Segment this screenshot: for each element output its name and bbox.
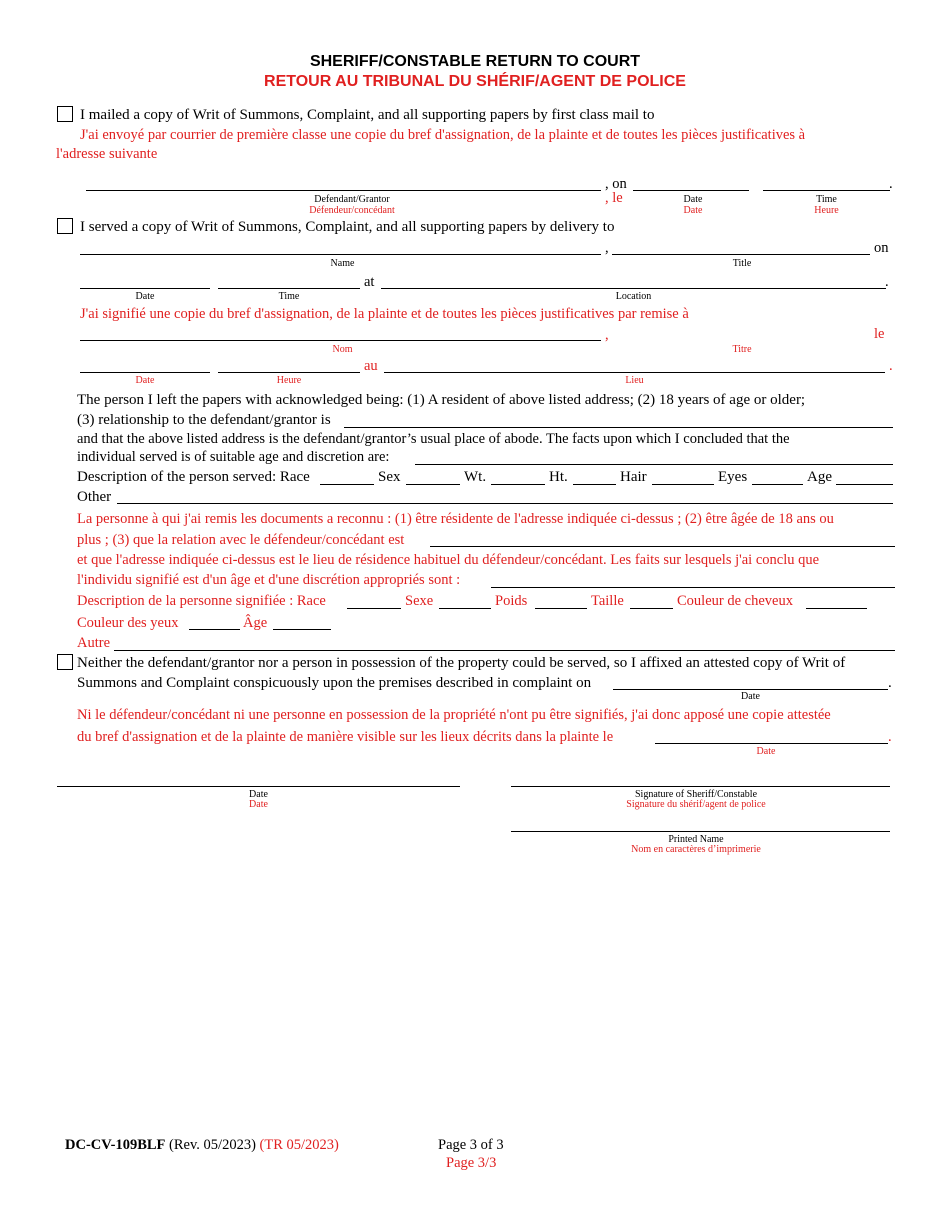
desc-race-label: Description of the person served: Race — [77, 469, 310, 485]
mail-date-caption: Date — [683, 194, 703, 205]
form-translation-revision: (TR 05/2023) — [259, 1137, 339, 1153]
other-label: Other — [77, 489, 112, 505]
facts-field[interactable] — [415, 464, 893, 465]
affixed-period: . — [888, 675, 892, 691]
delivery-time-caption-french: Heure — [276, 375, 302, 386]
mail-statement-french: J'ai envoyé par courrier de première classe une copie du bref d'assignation, de la plainte et de toutes les pièces justificatives à — [80, 127, 806, 143]
mail-time-field[interactable] — [763, 190, 890, 191]
sex-field[interactable] — [406, 484, 460, 485]
ack-line-1-french: La personne à qui j'ai remis les documents a reconnu : (1) être résidente de l'adresse indiquée ci-dessus ; (2) être âgée de 18 ans ou — [77, 511, 834, 527]
delivery-comma-french: , — [605, 327, 609, 343]
ack-line-1: The person I left the papers with acknowledged being: (1) A resident of above listed address; (2) 18 years of age or older; — [77, 392, 806, 408]
autre-label: Autre — [77, 635, 111, 651]
taille-label: Taille — [591, 593, 624, 609]
delivery-time-field[interactable] — [218, 288, 360, 289]
affixed-line-2-french: du bref d'assignation et de la plainte de manière visible sur les lieux décrits dans la plainte le — [77, 729, 614, 745]
race-field-french[interactable] — [347, 608, 401, 609]
affixed-period-french: . — [888, 729, 892, 745]
affixed-line-2: Summons and Complaint conspicuously upon the premises described in complaint on — [77, 675, 592, 691]
affixed-date-caption: Date — [741, 691, 760, 702]
delivery-checkbox[interactable] — [57, 218, 73, 234]
form-id: DC-CV-109BLF — [65, 1137, 166, 1153]
mail-time-caption-french: Heure — [814, 205, 839, 216]
printed-name-caption: Printed Name — [668, 834, 724, 845]
cheveux-field[interactable] — [806, 608, 867, 609]
mail-date-caption-french: Date — [683, 205, 703, 216]
autre-field[interactable] — [114, 650, 895, 651]
delivery-period: . — [885, 274, 889, 290]
title-caption: Title — [732, 258, 752, 269]
delivery-location-field-french[interactable] — [384, 372, 885, 373]
affixed-date-caption-french: Date — [756, 746, 776, 757]
ht-field[interactable] — [573, 484, 616, 485]
delivery-date-caption-french: Date — [135, 375, 155, 386]
race-field[interactable] — [320, 484, 374, 485]
age-field-french[interactable] — [273, 629, 331, 630]
delivery-statement: I served a copy of Writ of Summons, Complaint, and all supporting papers by delivery to — [80, 219, 615, 235]
delivery-period-french: . — [889, 358, 893, 374]
page-number-french: Page 3/3 — [446, 1155, 497, 1171]
served-title-field[interactable] — [612, 254, 870, 255]
defendant-caption-french: Défendeur/concédant — [309, 205, 395, 216]
printed-name-caption-french: Nom en caractères d’imprimerie — [631, 844, 761, 855]
taille-field[interactable] — [630, 608, 673, 609]
relationship-field-french[interactable] — [430, 546, 895, 547]
affixed-date-field-french[interactable] — [655, 743, 888, 744]
delivery-le-label: le — [874, 326, 885, 342]
mail-period: . — [889, 176, 893, 192]
yeux-label: Couleur des yeux — [77, 615, 179, 631]
poids-field[interactable] — [535, 608, 587, 609]
ack-line-2: (3) relationship to the defendant/grantor is — [77, 412, 331, 428]
delivery-date-field[interactable] — [80, 288, 210, 289]
delivery-time-caption: Time — [278, 291, 300, 302]
cheveux-label: Couleur de cheveux — [677, 593, 793, 609]
delivery-comma: , — [605, 240, 609, 256]
delivery-statement-french: J'ai signifié une copie du bref d'assignation, de la plainte et de toutes les pièces justificatives par remise à — [80, 306, 689, 322]
defendant-caption: Defendant/Grantor — [314, 194, 390, 205]
delivery-location-caption-french: Lieu — [625, 375, 644, 386]
served-name-field[interactable] — [80, 254, 601, 255]
mail-le-label: , le — [605, 190, 623, 206]
sheriff-signature-field[interactable] — [511, 786, 890, 787]
ack-line-3-french: et que l'adresse indiquée ci-dessus est le lieu de résidence habituel du défendeur/concédant. Les faits sur lesquels j'ai conclu que — [77, 552, 820, 568]
mail-on-label: , on — [605, 176, 627, 192]
printed-name-field[interactable] — [511, 831, 890, 832]
delivery-date-caption: Date — [135, 291, 155, 302]
form-title-french: RETOUR AU TRIBUNAL DU SHÉRIF/AGENT DE POLICE — [264, 73, 686, 90]
poids-label: Poids — [495, 593, 528, 609]
defendant-field[interactable] — [86, 190, 601, 191]
signature-date-caption: Date — [249, 789, 268, 800]
mail-checkbox[interactable] — [57, 106, 73, 122]
signature-date-caption-french: Date — [249, 799, 268, 810]
ack-line-3: and that the above listed address is the defendant/grantor’s usual place of abode. The facts upon which I concluded that the — [77, 431, 790, 447]
wt-field[interactable] — [491, 484, 545, 485]
footer-form-info — [65, 1137, 339, 1154]
name-caption-french: Nom — [332, 344, 353, 355]
desc-race-label-french: Description de la personne signifiée : Race — [77, 593, 326, 609]
sheriff-signature-caption-french: Signature du shérif/agent de police — [626, 799, 766, 810]
form-title: SHERIFF/CONSTABLE RETURN TO COURT — [309, 53, 641, 70]
signature-date-field[interactable] — [57, 786, 460, 787]
hair-field[interactable] — [652, 484, 714, 485]
page-number: Page 3 of 3 — [438, 1137, 504, 1153]
delivery-location-caption: Location — [615, 291, 652, 302]
eyes-field[interactable] — [752, 484, 803, 485]
age-label-french: Âge — [243, 615, 268, 631]
facts-field-french[interactable] — [491, 587, 895, 588]
mail-statement: I mailed a copy of Writ of Summons, Complaint, and all supporting papers by first class mail to — [80, 107, 655, 123]
relationship-field[interactable] — [344, 427, 893, 428]
age-field[interactable] — [836, 484, 893, 485]
affixed-date-field[interactable] — [613, 689, 888, 690]
mail-statement-french-cont: l'adresse suivante — [56, 146, 158, 162]
affixed-line-1: Neither the defendant/grantor nor a person in possession of the property could be served, so I affixed an attested copy of Writ of — [77, 655, 846, 671]
other-field[interactable] — [117, 503, 893, 504]
affixed-line-1-french: Ni le défendeur/concédant ni une personne en possession de la propriété n'ont pu être signifiés, j'ai donc apposé une copie attestée — [77, 707, 831, 723]
served-name-field-french[interactable] — [80, 340, 601, 341]
eyes-label: Eyes — [718, 469, 748, 485]
delivery-location-field[interactable] — [381, 288, 886, 289]
sexe-field[interactable] — [439, 608, 491, 609]
wt-label: Wt. — [464, 469, 487, 485]
affixed-checkbox[interactable] — [57, 654, 73, 670]
delivery-au-label: au — [364, 358, 378, 374]
hair-label: Hair — [620, 469, 647, 485]
ht-label: Ht. — [549, 469, 568, 485]
sheriff-signature-caption: Signature of Sheriff/Constable — [634, 789, 758, 800]
delivery-at-label: at — [364, 274, 375, 290]
sexe-label: Sexe — [405, 593, 434, 609]
ack-line-2-french: plus ; (3) que la relation avec le défendeur/concédant est — [77, 532, 405, 548]
name-caption: Name — [330, 258, 355, 269]
form-revision: (Rev. 05/2023) — [169, 1137, 256, 1153]
yeux-field[interactable] — [189, 629, 240, 630]
ack-line-4-french: l'individu signifié est d'un âge et d'une discrétion appropriés sont : — [77, 572, 461, 588]
ack-line-4: individual served is of suitable age and discretion are: — [77, 449, 390, 465]
mail-time-caption: Time — [816, 194, 837, 205]
age-label: Age — [807, 469, 832, 485]
delivery-date-field-french[interactable] — [80, 372, 210, 373]
delivery-time-field-french[interactable] — [218, 372, 360, 373]
mail-date-field[interactable] — [633, 190, 749, 191]
title-caption-french: Titre — [732, 344, 752, 355]
sex-label: Sex — [378, 469, 401, 485]
delivery-on-label: on — [874, 240, 889, 256]
